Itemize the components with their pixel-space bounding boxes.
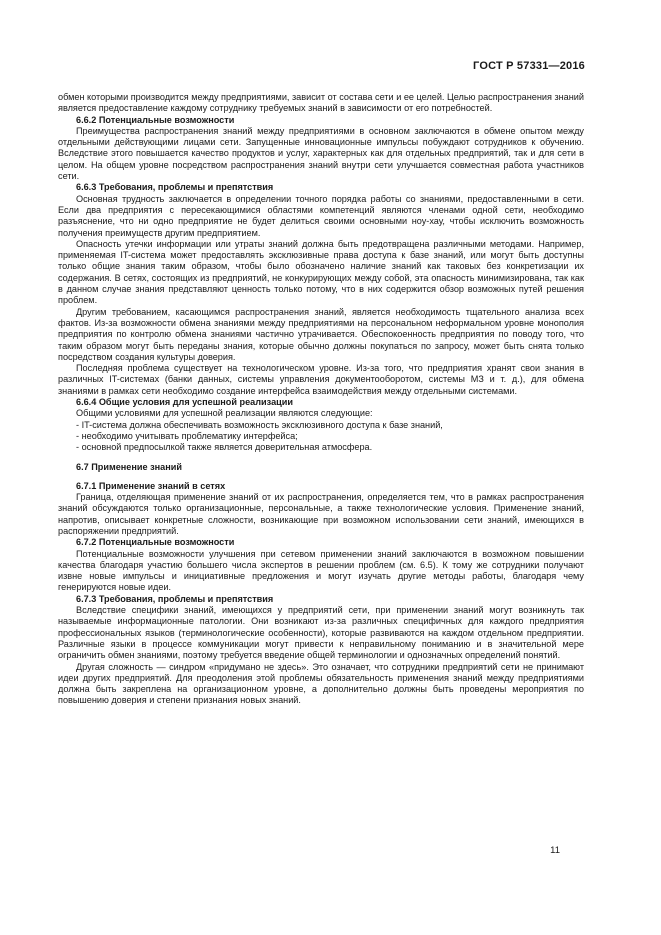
section-heading-6-7-3: 6.7.3 Требования, проблемы и препятствия	[76, 593, 274, 604]
list-item: - IT-система должна обеспечивать возможность эксклюзивного доступа к базе знаний,	[76, 419, 443, 430]
section-heading-6-7: 6.7 Применение знаний	[76, 461, 182, 472]
section-heading-6-6-2: 6.6.2 Потенциальные возможности	[76, 114, 235, 125]
list-item: - необходимо учитывать проблематику интерфейса;	[76, 430, 298, 441]
paragraph: Опасность утечки информации или утраты знаний должна быть предотвращена различными методами. Например, применяемая IT-система может предоставлять эксклюзивные права доступа к базе знаний, или могут быть доступны только общие знания таким образом, чтобы было обозначено наличие знаний как таковых без конкретизации их содержания. В сетях, состоящих из предприятий, не конкурирующих между собой, эта опасность минимизирована, так как в данном случае знания представляют ценность только потому, что в них содержится обзор возможных путей решения проблем.	[58, 238, 584, 306]
paragraph: Преимущества распространения знаний между предприятиями в основном заключаются в обмене опытом между отдельными действующими лицами сети. Запущенные инновационные импульсы побуждают сотрудников к обучению. Вследствие этого повышается качество продуктов и услуг, характерных как для отдельных предприятий, так и для сети в целом. На общем уровне посредством распространения знаний внутри сети улучшается совместная работа участников сети.	[58, 125, 584, 182]
paragraph: Общими условиями для успешной реализации являются следующие:	[76, 408, 373, 419]
section-heading-6-7-1: 6.7.1 Применение знаний в сетях	[76, 480, 226, 491]
paragraph: Основная трудность заключается в определении точного порядка работы со знаниями, предоставленными в сети. Если два предприятия с пересекающимися областями компетенций являются членами одной сети, необходимо разъяснение, что ни одно предприятие не будет делиться своими основными ноу-хау, чтобы исключить возможность получения преимуществ другим предприятием.	[58, 193, 584, 238]
paragraph: обмен которыми производится между предприятиями, зависит от состава сети и ее целей. Целью распространения знаний является предоставление каждому сотруднику требуемых знаний в зависимости от его потребностей.	[58, 92, 584, 114]
paragraph: Другим требованием, касающимся распространения знаний, является необходимость тщательного анализа всех фактов. Из-за возможности обмена знаниями между предприятиями на персональном неформальном уровне монополия предприятия по контролю обмена знаниями частично утрачивается. Обеспокоенность предприятия по поводу того, что таким образом могут быть переданы знания, которые обычно должны покупаться по запросу, может быть снята только посредством создания культуры доверия.	[58, 306, 584, 362]
paragraph: Последняя проблема существует на технологическом уровне. Из-за того, что предприятия хранят свои знания в различных IT-системах (банки данных, системы управления документооборотом, системы МЗ и т. д.), для обмена знаниями в рамках сети необходимо создание интерфейса взаимодействия между отдельными системами.	[58, 363, 584, 396]
page-number: 11	[550, 845, 560, 856]
paragraph: Потенциальные возможности улучшения при сетевом применении знаний заключаются в возможном повышении качества благодаря участию большего числа экспертов в решении проблем (см. 6.5). К тому же сотрудники получают извне новые импульсы и инициативные предложения и могут изучать другие методы работы, благодаря чему генерируются новые идеи.	[58, 548, 584, 593]
list-item: - основной предпосылкой также является доверительная атмосфера.	[76, 442, 373, 453]
section-heading-6-7-2: 6.7.2 Потенциальные возможности	[76, 537, 235, 548]
paragraph: Граница, отделяющая применение знаний от их распространения, определяется тем, что в рамках распространения знаний обсуждаются только организационные, персональные, а также технологические условия. Применение знаний, напротив, описывает конкретные сложности, возникающие при возможном использовании сети знаний, имеющихся в распоряжении предприятий.	[58, 492, 584, 536]
document-body	[58, 92, 584, 707]
section-heading-6-6-4: 6.6.4 Общие условия для успешной реализации	[76, 397, 293, 408]
paragraph: Вследствие специфики знаний, имеющихся у предприятий сети, при применении знаний могут возникнуть так называемые информационные патологии. Они возникают из-за различных специфичных для каждого предприятия профессиональных языков (терминологические особенности), которые развиваются на каждом отдельном предприятии. Различные языки в процессе коммуникации могут привести к неправильному пониманию и в значительной мере ограничить обмен знаниями, поэтому требуется введение общей терминологии и однозначных определений понятий.	[58, 605, 584, 661]
paragraph: Другая сложность — синдром «придумано не здесь». Это означает, что сотрудники предприятий сети не принимают идеи других предприятий. Для преодоления этой проблемы обязательность применения знаний между предприятиями должна быть закреплена на организационном уровне, а дополнительно должны быть проведены мероприятия по повышению доверия и степени признания новых знаний.	[58, 661, 584, 706]
standard-designation: ГОСТ Р 57331—2016	[473, 60, 585, 72]
section-heading-6-6-3: 6.6.3 Требования, проблемы и препятствия	[76, 182, 274, 193]
